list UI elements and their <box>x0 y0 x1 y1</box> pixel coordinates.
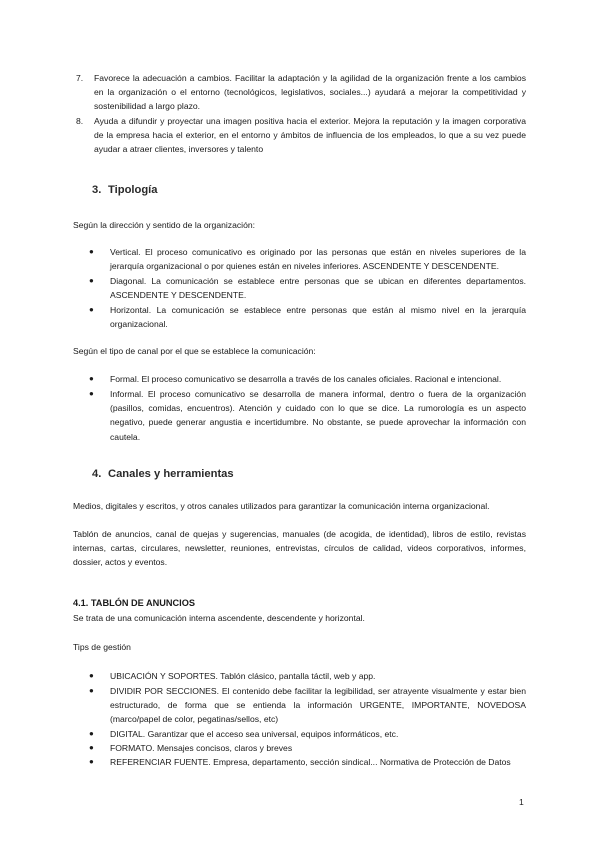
item-text: Informal. El proceso comunicativo se desarrolla de manera informal, dentro o fuera de la organización (pasillos, comidas, encuentros). Atención y cuidado con lo que se dice. La rumorología es un aspecto negativo, puede generar angustia e incertidumbre. No obstante, se puede aprovechar la información con cautela. <box>110 389 526 442</box>
list-item <box>89 274 526 302</box>
item-text: REFERENCIAR FUENTE. Empresa, departamento, sección sindical... Normativa de Protección de Datos <box>110 757 511 767</box>
item-text: DIGITAL. Garantizar que el acceso sea universal, equipos informáticos, etc. <box>110 729 399 739</box>
list-item <box>76 114 526 157</box>
list-item <box>89 387 526 444</box>
page-number: 1 <box>519 797 524 807</box>
item-text: FORMATO. Mensajes concisos, claros y breves <box>110 743 293 753</box>
list-item <box>89 684 526 727</box>
bullet-icon: ● <box>89 276 94 285</box>
list-item <box>89 372 526 386</box>
item-text: Diagonal. La comunicación se establece entre personas que se ubican en diferentes departamentos. ASCENDENTE Y DESCENDENTE. <box>110 276 526 301</box>
list-item <box>76 71 526 114</box>
bullet-icon: ● <box>89 374 94 383</box>
list-item <box>89 727 526 741</box>
bullet-icon: ● <box>89 305 94 314</box>
section-number: 4. <box>92 468 102 480</box>
paragraph: Medios, digitales y escritos, y otros canales utilizados para garantizar la comunicación interna organizacional. <box>73 501 490 511</box>
item-text: Formal. El proceso comunicativo se desarrolla a través de los canales oficiales. Racional e intencional. <box>110 374 502 384</box>
subsection-heading: 4.1. TABLÓN DE ANUNCIOS <box>73 598 195 608</box>
item-text: UBICACIÓN Y SOPORTES. Tablón clásico, pantalla táctil, web y app. <box>110 671 376 681</box>
tips-label: Tips de gestión <box>73 642 131 652</box>
paragraph: Según el tipo de canal por el que se establece la comunicación: <box>73 346 316 356</box>
item-text: Horizontal. La comunicación se establece entre personas que están al mismo nivel en la jerarquía organizacional. <box>110 305 526 330</box>
bullet-icon: ● <box>89 757 94 766</box>
bullet-icon: ● <box>89 247 94 256</box>
list-item <box>89 303 526 331</box>
bullet-icon: ● <box>89 729 94 738</box>
section-title: Canales y herramientas <box>108 468 234 480</box>
list-item <box>89 669 526 683</box>
section-title: Tipología <box>108 184 158 196</box>
item-text: Vertical. El proceso comunicativo es originado por las personas que están en niveles superiores de la jerarquía organizacional o por quienes están en niveles inferiores. ASCENDENTE Y DESCENDENTE. <box>110 247 526 272</box>
item-text: Favorece la adecuación a cambios. Facilitar la adaptación y la agilidad de la organización frente a los cambios en la organización o el entorno (tecnológicos, legislativos, sociales...) ayudará a mejorar la competitividad y sostenibilidad a largo plazo. <box>94 73 526 112</box>
section-number: 3. <box>92 184 102 196</box>
paragraph: Tablón de anuncios, canal de quejas y sugerencias, manuales (de acogida, de identidad), libros de estilo, revistas internas, cartas, circulares, newsletter, reuniones, entrevistas, círculos de calidad, videos corporativos, informes, dossier, actos y eventos. <box>73 529 526 568</box>
list-item <box>89 245 526 273</box>
bullet-icon: ● <box>89 671 94 680</box>
paragraph: Se trata de una comunicación interna ascendente, descendente y horizontal. <box>73 613 365 623</box>
list-item <box>89 741 526 755</box>
bullet-icon: ● <box>89 686 94 695</box>
item-text: DIVIDIR POR SECCIONES. El contenido debe facilitar la legibilidad, ser atrayente visualmente y estar bien estructurado, de forma que se entienda la información URGENTE, IMPORTANTE, NOVEDOSA (marco/papel de color, pegatinas/sellos, etc) <box>110 686 526 725</box>
item-text: Ayuda a difundir y proyectar una imagen positiva hacia el exterior. Mejora la reputación y la imagen corporativa de la empresa hacia el exterior, en el entorno y ámbitos de influencia de los empleados, lo que a su vez puede ayudar a atraer clientes, inversores y talento <box>94 116 526 155</box>
item-number: 8. <box>76 116 84 126</box>
bullet-icon: ● <box>89 743 94 752</box>
bullet-icon: ● <box>89 389 94 398</box>
list-item <box>89 755 526 769</box>
paragraph: Según la dirección y sentido de la organización: <box>73 220 256 230</box>
item-number: 7. <box>76 73 84 83</box>
